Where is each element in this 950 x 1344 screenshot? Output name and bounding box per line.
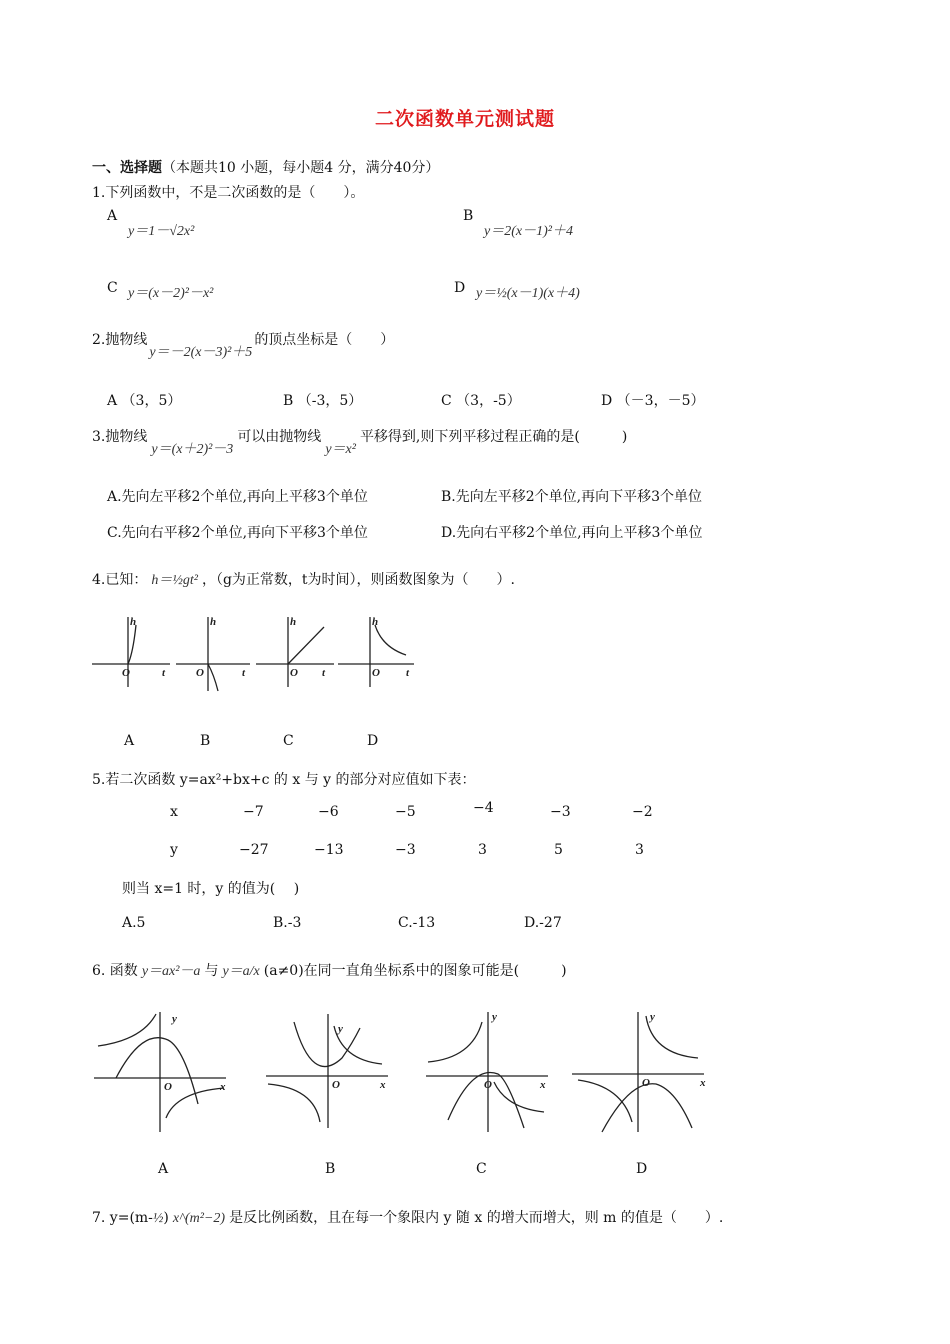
q6-graph-b: [266, 1014, 388, 1128]
q5-table-x-1: −7: [243, 804, 264, 820]
section-heading: [92, 157, 439, 177]
q6-stem-post: (a≠0)在同一直角坐标系中的图象可能是( ): [263, 963, 567, 979]
q1-option-d-label: D: [454, 280, 466, 296]
q1-option-a-expr: y＝1－√2x²: [128, 224, 195, 239]
q5-table-y-6: 3: [635, 842, 644, 858]
q4-stem-post: ，（g为正常数，t为时间），则函数图象为（ ）.: [201, 572, 515, 588]
q5-option-d: D.-27: [524, 915, 562, 931]
q1-option-c-label: C: [107, 280, 118, 296]
q1-option-c-expr: y＝(x－2)²－x²: [128, 286, 214, 301]
q6-stem-pre: 6. 函数: [92, 963, 138, 979]
q2-stem-post: 的顶点坐标是（ ）: [254, 332, 395, 348]
q3-stem: [92, 426, 628, 457]
q2-option-a: A （3，5）: [107, 393, 182, 409]
q6-expr1: y＝ax²－a: [141, 964, 201, 979]
q5-table-x-5: −3: [550, 804, 571, 820]
q6-b-axis-x: x: [380, 1079, 386, 1091]
q6-graph-label-b: B: [325, 1161, 336, 1177]
q5-table-x-3: −5: [395, 804, 416, 820]
q6-b-origin: O: [332, 1079, 340, 1091]
q4-b-origin: O: [196, 667, 204, 679]
q6-graph-a: [94, 1012, 226, 1132]
q5-table-y-4: 3: [478, 842, 487, 858]
q4-graphs: [90, 615, 420, 695]
q7-expr: x^(m²−2): [172, 1211, 226, 1226]
q6-b-axis-y: y: [338, 1023, 343, 1035]
q3-option-b: B.先向左平移2个单位,再向下平移3个单位: [441, 489, 703, 505]
q1-option-b-expr: y＝2(x－1)²＋4: [484, 224, 573, 239]
q1-option-a-label: A: [107, 208, 118, 224]
q4-c-origin: O: [290, 667, 298, 679]
q3-option-d: D.先向右平移2个单位,再向上平移3个单位: [441, 525, 703, 541]
q1-stem: 1.下列函数中，不是二次函数的是（ ）。: [92, 185, 365, 201]
q6-a-origin: O: [164, 1081, 172, 1093]
q5-option-c: C.-13: [398, 915, 436, 931]
section-heading-note: （本题共10 小题，每小题4 分，满分40分）: [162, 160, 440, 176]
q6-d-axis-x: x: [700, 1077, 706, 1089]
q4-c-axis-h: h: [290, 616, 297, 628]
q5-table-y-5: 5: [554, 842, 563, 858]
q5-table-x-label: x: [170, 804, 178, 820]
q4-d-axis-t: t: [406, 667, 410, 679]
q4-stem: [92, 569, 515, 589]
section-heading-label: 一、选择题: [92, 160, 162, 176]
q3-option-c: C.先向右平移2个单位,再向下平移3个单位: [107, 525, 368, 541]
q6-c-axis-y: y: [492, 1011, 497, 1023]
q4-b-axis-t: t: [242, 667, 246, 679]
q1-option-d-expr: y＝½(x－1)(x＋4): [476, 286, 580, 301]
q5-option-b: B.-3: [273, 915, 302, 931]
q4-c-axis-t: t: [322, 667, 326, 679]
q4-d-axis-h: h: [372, 616, 379, 628]
q5-table-y-3: −3: [395, 842, 416, 858]
q5-table-x-6: −2: [632, 804, 653, 820]
q6-expr2: y＝a/x: [222, 964, 260, 979]
q5-table-y-1: −27: [239, 842, 269, 858]
q6-graph-d: [572, 1012, 704, 1132]
q4-a-axis-t: t: [162, 667, 166, 679]
q3-stem-mid: 可以由抛物线: [237, 429, 322, 445]
q6-d-axis-y: y: [650, 1011, 655, 1023]
q5-table-y-label: y: [170, 842, 178, 858]
q6-d-origin: O: [642, 1077, 650, 1089]
q5-table-y-2: −13: [314, 842, 344, 858]
q4-b-axis-h: h: [210, 616, 217, 628]
q3-expr2: y＝x²: [325, 442, 356, 457]
q6-stem: [92, 960, 567, 980]
q6-c-axis-x: x: [540, 1079, 546, 1091]
q1-option-b-label: B: [463, 208, 474, 224]
q3-option-a: A.先向左平移2个单位,再向上平移3个单位: [107, 489, 368, 505]
q6-c-origin: O: [484, 1079, 492, 1091]
q2-option-d: D （－3，－5）: [601, 393, 705, 409]
q6-stem-mid: 与: [204, 963, 219, 979]
q4-graph-label-d: D: [367, 733, 379, 749]
q6-a-axis-x: x: [220, 1081, 226, 1093]
q3-stem-post: 平移得到,则下列平移过程正确的是( ): [359, 429, 628, 445]
q4-graph-b: [176, 617, 250, 691]
q5-stem: 5.若二次函数 y=ax²+bx+c 的 x 与 y 的部分对应值如下表：: [92, 772, 476, 788]
q7-stem-post: 是反比例函数，且在每一个象限内 y 随 x 的增大而增大，则 m 的值是（ ）.: [229, 1210, 724, 1226]
q6-a-axis-y: y: [172, 1013, 177, 1025]
q2-option-c: C （3，-5）: [441, 393, 521, 409]
q6-graph-c: [426, 1012, 548, 1132]
q4-a-origin: O: [122, 667, 130, 679]
q6-graphs: [90, 1008, 720, 1138]
q2-stem: [92, 329, 395, 360]
page-title: 二次函数单元测试题: [375, 108, 556, 130]
q4-a-axis-h: h: [130, 616, 137, 628]
q3-expr1: y＝(x＋2)²－3: [151, 442, 234, 457]
q4-graph-label-c: C: [283, 733, 294, 749]
q7-stem-pre: 7. y=(m-: [92, 1210, 153, 1226]
q5-table-x-2: −6: [318, 804, 339, 820]
q2-expr: y＝－2(x－3)²＋5: [149, 345, 253, 360]
q4-stem-pre: 4.已知：: [92, 572, 148, 588]
q4-graph-label-b: B: [200, 733, 211, 749]
q5-option-a: A.5: [122, 915, 146, 931]
q2-stem-pre: 2.抛物线: [92, 332, 148, 348]
q6-graph-label-a: A: [158, 1161, 169, 1177]
q4-graph-label-a: A: [124, 733, 135, 749]
q5-table-x-4: −4: [473, 800, 494, 816]
q2-option-b: B （-3，5）: [283, 393, 363, 409]
q4-expr: h＝½gt²: [151, 573, 198, 588]
q7-frac: ½: [152, 1211, 164, 1226]
q6-graph-label-d: D: [636, 1161, 648, 1177]
q6-graph-label-c: C: [476, 1161, 487, 1177]
q3-stem-pre: 3.抛物线: [92, 429, 148, 445]
q7-stem: 7. y=(m-½) x^(m²−2) 是反比例函数，且在每一个象限内 y 随 x 的增大而增大，则 m 的值是（ ）.: [92, 1210, 724, 1226]
q5-follow: 则当 x=1 时，y 的值为( ): [122, 881, 300, 897]
q4-d-origin: O: [372, 667, 380, 679]
